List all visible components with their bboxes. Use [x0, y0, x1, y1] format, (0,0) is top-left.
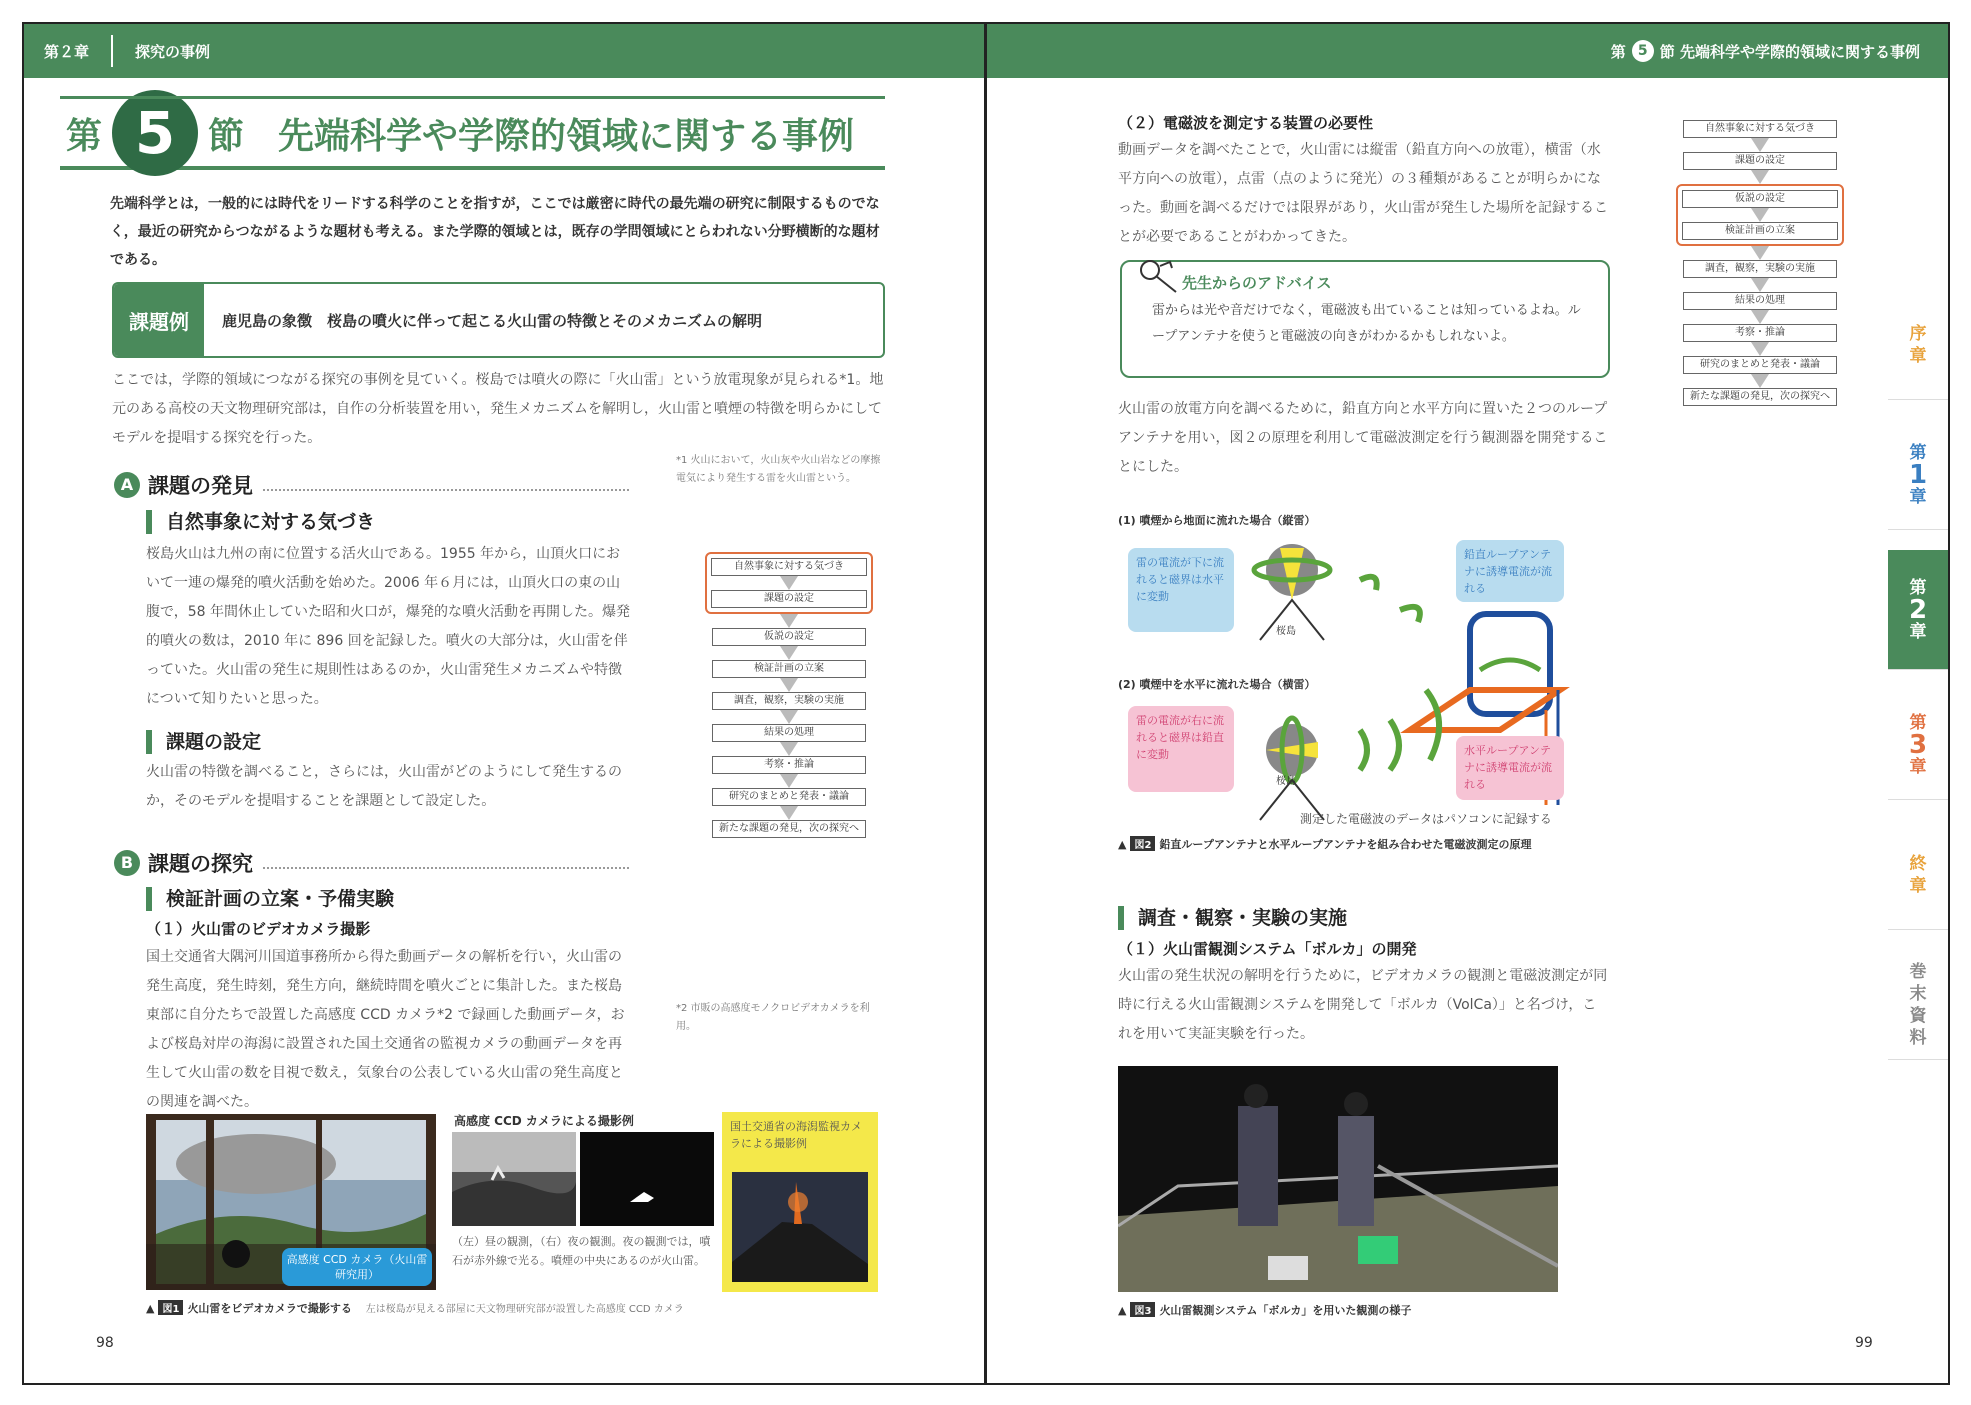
- diagram2-right-bubble: 水平ループアンテナに誘導電流が流れる: [1456, 736, 1564, 800]
- inquiry-flowchart-right: [1683, 120, 1837, 406]
- intro-paragraph: 先端科学とは，一般的には時代をリードする科学のことを指すが，ここでは厳密に時代の最先端の研究に制限するものでなく，最近の研究からつながるような題材も考える。また学際的領域とは，既存の学問領域にとらわれない分野横断的な題材である。: [110, 196, 880, 268]
- fig3-caption-text: 火山雷観測システム「ボルカ」を用いた観測の様子: [1159, 1304, 1412, 1317]
- flow-arrow-icon: [780, 806, 798, 820]
- section-a-title: 課題の発見: [148, 474, 253, 498]
- photo-ccd-day-image: [452, 1132, 576, 1226]
- flow-arrow-icon: [1751, 374, 1769, 388]
- flow-step: 調査，観察，実験の実施: [712, 692, 866, 710]
- flux-arrow: [1360, 577, 1377, 590]
- title-number-badge: 5: [112, 90, 198, 176]
- setting-paragraph: 火山雷の特徴を調べること，さらには，火山雷がどのようにして発生するのか，そのモデルを提唱することを課題として設定した。: [146, 764, 622, 809]
- page-number-left: 98: [96, 1335, 114, 1351]
- flow-step: 課題の設定: [1683, 152, 1837, 170]
- antenna-paragraph: 火山雷の放電方向を調べるために，鉛直方向と水平方向に置いた２つのループアンテナを用い，図２の原理を利用して電磁波測定を行う観測器を開発することにした。: [1118, 401, 1608, 475]
- sakurajima-label-2: 桜島: [1276, 776, 1296, 787]
- flow-arrow-icon: [780, 774, 798, 788]
- flow-step: 結果の処理: [712, 724, 866, 742]
- chapter-tab[interactable]: 第 1 章: [1888, 420, 1948, 530]
- flow-highlight-group: [1676, 184, 1844, 246]
- flow-arrow-icon: [1751, 278, 1769, 292]
- example-topic-box: [112, 282, 885, 358]
- photo-window-camera: [146, 1114, 436, 1290]
- fig3-caption: ▲ 図3 火山雷観測システム「ボルカ」を用いた観測の様子: [1118, 1304, 1412, 1317]
- flow-step: 仮説の設定: [1682, 190, 1838, 208]
- plan-heading: 検証計画の立案・予備実験: [146, 887, 394, 911]
- page-number-right: 99: [1855, 1335, 1873, 1351]
- diagram2-cloud: [1260, 718, 1324, 820]
- flow-step: 新たな課題の発見，次の探究へ: [712, 820, 866, 838]
- diagram-bottom-note: 測定した電磁波のデータはパソコンに記録する: [1300, 812, 1552, 826]
- flow-arrow-icon: [780, 614, 798, 628]
- book-spine: [984, 22, 987, 1385]
- electromag-paragraph: 動画データを調べたことで，火山雷には縦雷（鉛直方向への放電），横雷（水平方向への放電），点雷（点のように発光）の３種類があることが明らかになった。動画を調べるだけでは限界があり，火山雷が発生した場所を記録することが必要であることがわかってきた。: [1118, 142, 1608, 245]
- flow-arrow-icon: [1751, 138, 1769, 152]
- title-dai: 第: [66, 115, 103, 157]
- teacher-icon: [1136, 258, 1180, 294]
- photo-monitor-box: [722, 1112, 878, 1292]
- fig1-label: 図1: [158, 1300, 183, 1315]
- flow-step: 考察・推論: [712, 756, 866, 774]
- awareness-heading: 自然事象に対する気づき: [146, 510, 375, 534]
- section-b-marker: B: [114, 850, 140, 876]
- title-text: 先端科学や学際的領域に関する事例: [278, 115, 855, 157]
- fig1-caption-sub: 左は桜島が見える部屋に天文物理研究部が設置した高感度 CCD カメラ: [365, 1304, 684, 1315]
- flow-arrow-icon: [780, 646, 798, 660]
- photo-monitor-svg: [732, 1172, 868, 1282]
- setting-heading: 課題の設定: [146, 730, 261, 754]
- header-divider: [111, 35, 113, 67]
- flow-step: 新たな課題の発見，次の探究へ: [1683, 388, 1837, 406]
- inquiry-flowchart-left: [712, 552, 866, 838]
- flow-step: 調査，観察，実験の実施: [1683, 260, 1837, 278]
- section-b-heading: [114, 848, 629, 878]
- footnote-2: *2 市販の高感度モノクロビデオカメラを利用。: [676, 1003, 870, 1032]
- diagram2-title: (2) 噴煙中を水平に流れた場合（横雷）: [1118, 678, 1316, 691]
- fig2-label: 図2: [1130, 836, 1155, 851]
- flow-step: 検証計画の立案: [712, 660, 866, 678]
- photo-ccd-day: [452, 1132, 576, 1226]
- fig2-caption-text: 鉛直ループアンテナと水平ループアンテナを組み合わせた電磁波測定の原理: [1159, 838, 1532, 851]
- chapter-tab[interactable]: 序 章: [1888, 290, 1948, 400]
- photo-ccd-title: 高感度 CCD カメラによる撮影例: [454, 1114, 634, 1128]
- fig1-caption: ▲ 図1 火山雷をビデオカメラで撮影する 左は桜島が見える部屋に天文物理研究部が設置した高感度 CCD カメラ: [146, 1302, 684, 1315]
- diagram2-left-bubble: 雷の電流が右に流れると磁界は鉛直に変動: [1128, 706, 1234, 792]
- header-section-title: 節 先端科学や学際的領域に関する事例: [1659, 42, 1920, 61]
- left-page-header: [24, 24, 984, 78]
- flow-arrow-icon: [780, 576, 798, 590]
- plan-subheading: （１）火山雷のビデオカメラ撮影: [146, 920, 371, 938]
- section-title: [60, 100, 885, 170]
- fig2-caption: ▲ 図2 鉛直ループアンテナと水平ループアンテナを組み合わせた電磁波測定の原理: [1118, 838, 1532, 851]
- diagram1-left-bubble: 雷の電流が下に流れると磁界は水平に変動: [1128, 548, 1234, 632]
- section-b-title: 課題の探究: [148, 852, 253, 876]
- section-label: 探究の事例: [135, 42, 211, 61]
- survey-subheading: （１）火山雷観測システム「ボルカ」の開発: [1118, 940, 1417, 958]
- flow-step: 研究のまとめと発表・議論: [1683, 356, 1837, 374]
- camera-label-bubble: 高感度 CCD カメラ（火山雷研究用）: [282, 1248, 432, 1286]
- flow-step: 仮説の設定: [712, 628, 866, 646]
- photo-monitor-image: [732, 1172, 868, 1282]
- chapter-tab[interactable]: 巻 末 資 料: [1888, 950, 1948, 1060]
- photo-ccd-night: [580, 1132, 714, 1226]
- advice-title: 先生からのアドバイス: [1182, 274, 1332, 292]
- flow-arrow-icon: [1751, 342, 1769, 356]
- flow-arrow-icon: [1751, 246, 1769, 260]
- diagram1-right-bubble: 鉛直ループアンテナに誘導電流が流れる: [1456, 540, 1564, 602]
- example-topic-text: 鹿児島の象徴 桜島の噴火に伴って起こる火山雷の特徴とそのメカニズムの解明: [222, 311, 763, 330]
- flux-arrow: [1360, 730, 1367, 770]
- photo-ccd-night-image: [580, 1132, 714, 1226]
- flow-step: 結果の処理: [1683, 292, 1837, 310]
- flow-step: 自然事象に対する気づき: [711, 558, 867, 576]
- chapter-tab[interactable]: 第 2 章: [1888, 550, 1948, 670]
- advice-box: [1120, 260, 1610, 378]
- survey-paragraph: 火山雷の発生状況の解明を行うために，ビデオカメラの観測と電磁波測定が同時に行える火山雷観測システムを開発して「ボルカ（VolCa）」と名づけ，これを用いて実証実験を行った。: [1118, 968, 1608, 1042]
- fig3-label: 図3: [1130, 1302, 1155, 1317]
- flow-step: 自然事象に対する気づき: [1683, 120, 1837, 138]
- heading-dots: [263, 479, 629, 491]
- lead-paragraph: ここでは，学際的領域につながる探究の事例を見ていく。桜島では噴火の際に「火山雷」という放電現象が見られる*1。地元のある高校の天文物理研究部は，自作の分析装置を用い，発生メカニズムを解明し，火山雷と噴煙の特徴を明らかにしてモデルを提唱する探究を行った。: [112, 372, 884, 446]
- diagram1-title: (1) 噴煙から地面に流れた場合（縦雷）: [1118, 514, 1316, 527]
- vertical-loop-antenna: [1470, 614, 1550, 714]
- flow-step: 考察・推論: [1683, 324, 1837, 342]
- flow-step: 課題の設定: [711, 590, 867, 608]
- flow-arrow-icon: [1751, 208, 1769, 222]
- flow-arrow-icon: [1751, 170, 1769, 184]
- flow-highlight-group: [705, 552, 873, 614]
- section-a-marker: A: [114, 472, 140, 498]
- flow-step: 検証計画の立案: [1682, 222, 1838, 240]
- heading-dots: [263, 857, 629, 869]
- electromag-subheading: （２）電磁波を測定する装置の必要性: [1118, 114, 1374, 132]
- example-topic-label: 課題例: [114, 284, 204, 356]
- title-setsu: 節: [208, 115, 245, 157]
- footnote-1: *1 火山において，火山灰や火山岩などの摩擦電気により発生する雷を火山雷という。: [676, 455, 881, 484]
- chapter-tab[interactable]: 終 章: [1888, 820, 1948, 930]
- flow-arrow-icon: [1751, 310, 1769, 324]
- photo-volca-observation: [1118, 1066, 1558, 1292]
- fig1-caption-text: 火山雷をビデオカメラで撮影する: [187, 1302, 352, 1315]
- survey-heading: 調査・観察・実験の実施: [1118, 906, 1347, 930]
- awareness-paragraph: 桜島火山は九州の南に位置する活火山である。1955 年から，山頂火口において一連の爆発的噴火活動を始めた。2006 年６月には，山頂火口の東の山腹で，58 年間休止していた昭和火口が，爆発的な噴火活動を再開した。爆発的噴火の数は，2010 年に 896 回を記録した。噴火の大部分は，火山雷を伴っていた。火山雷の発生に規則性はあるのか，火山雷発生メカニズムや特徴について知りたいと思った。: [146, 546, 630, 707]
- advice-text: 雷からは光や音だけでなく，電磁波も出ていることは知っているよね。ループアンテナを使うと電磁波の向きがわかるかもしれないよ。: [1152, 303, 1581, 344]
- flow-arrow-icon: [780, 742, 798, 756]
- plan-paragraph: 国土交通省大隅河川国道事務所から得た動画データの解析を行い，火山雷の発生高度，発生時刻，発生方向，継続時間を噴火ごとに集計した。また桜島東部に自分たちで設置した高感度 CCD カメラ*2 で録画した動画データ，および桜島対岸の海潟に設置された国土交通省の監視カメラの動画データを再生して火山雷の数を目視で数え，気象台の公表している火山雷の発生高度との関連を調べた。: [146, 949, 625, 1110]
- flow-arrow-icon: [780, 710, 798, 724]
- flux-arrow: [1426, 690, 1439, 760]
- header-dai: 第: [1610, 42, 1626, 61]
- flux-arrow: [1390, 720, 1399, 770]
- photo-volca-image: [1118, 1066, 1558, 1292]
- flux-arrow: [1400, 607, 1420, 622]
- sakurajima-label-1: 桜島: [1276, 626, 1296, 637]
- flow-arrow-icon: [780, 678, 798, 692]
- header-section-badge: 5: [1632, 40, 1654, 62]
- photo-monitor-title: 国土交通省の海潟監視カメラによる撮影例: [730, 1120, 862, 1150]
- section-a-heading: [114, 470, 629, 500]
- photo-ccd-caption: （左）昼の観測，（右）夜の観測。夜の観測では，噴石が赤外線で光る。噴煙の中央にあるのが火山雷。: [452, 1235, 711, 1267]
- chapter-tab[interactable]: 第 3 章: [1888, 690, 1948, 800]
- flow-step: 研究のまとめと発表・議論: [712, 788, 866, 806]
- right-page-header: [987, 24, 1948, 78]
- chapter-label: 第２章: [44, 42, 90, 61]
